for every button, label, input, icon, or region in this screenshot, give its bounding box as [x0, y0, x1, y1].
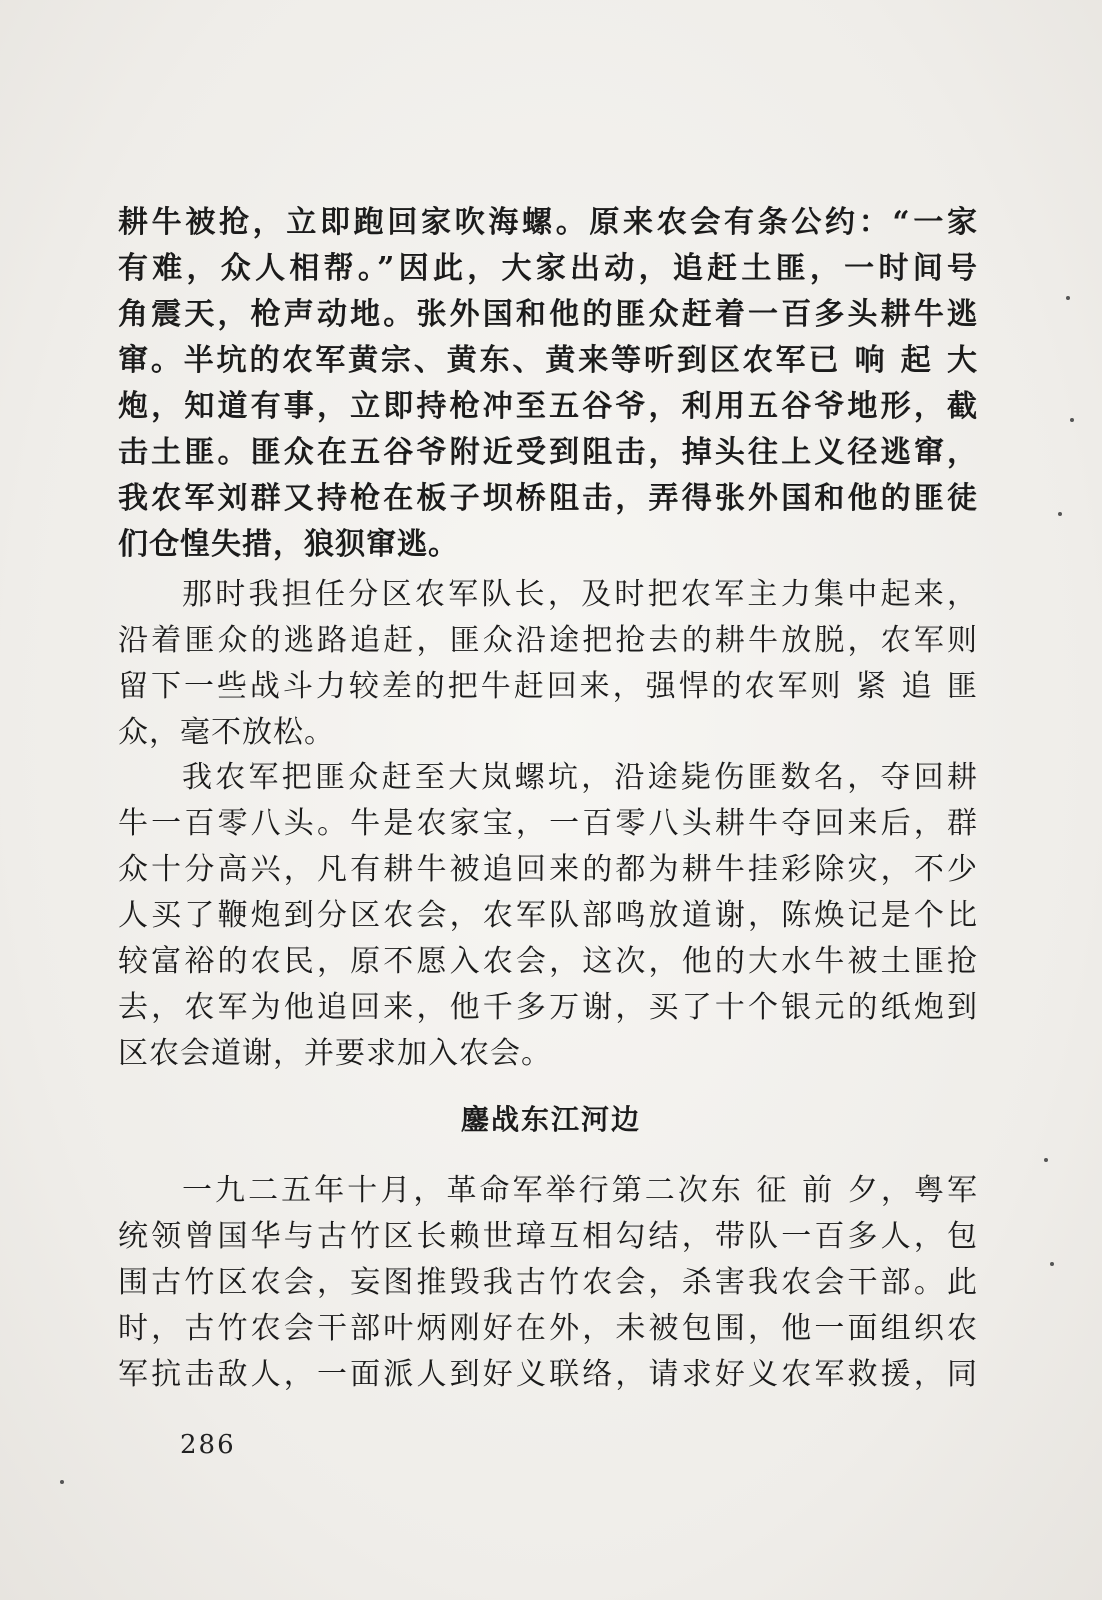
text-line: 有难，众人相帮。”因此，大家出动，追赶土匪，一时间号 [118, 251, 978, 286]
text-line: 们仓惶失措，狼狈窜逃。 [118, 527, 459, 562]
text-line: 炮，知道有事，立即持枪冲至五谷爷，利用五谷爷地形，截 [118, 389, 978, 424]
text-line: 击土匪。匪众在五谷爷附近受到阻击，掉头往上义径逃窜， [118, 435, 978, 470]
scan-speck [60, 1480, 64, 1484]
text-line: 一九二五年十月，革命军举行第二次东 征 前 夕，粤军 [182, 1173, 978, 1208]
text-line: 众十分高兴，凡有耕牛被追回来的都为耕牛挂彩除灾，不少 [118, 852, 978, 887]
text-line: 留下一些战斗力较差的把牛赶回来，强悍的农军则 紧 追 匪 [118, 669, 978, 704]
text-line: 我农军把匪众赶至大岚螺坑，沿途毙伤匪数名，夺回耕 [182, 760, 978, 795]
page-number: 286 [180, 1430, 236, 1460]
text-line: 时，古竹农会干部叶炳刚好在外，未被包围，他一面组织农 [118, 1311, 978, 1346]
scan-speck [1066, 296, 1070, 300]
text-line: 围古竹区农会，妄图推毁我古竹农会，杀害我农会干部。此 [118, 1265, 978, 1300]
text-line: 较富裕的农民，原不愿入农会，这次，他的大水牛被土匪抢 [118, 944, 978, 979]
text-line: 耕牛被抢，立即跑回家吹海螺。原来农会有条公约：“一家 [118, 205, 978, 240]
paragraph-4 [118, 1168, 978, 1398]
text-line: 军抗击敌人，一面派人到好义联络，请求好义农军救援，同 [118, 1357, 978, 1392]
scan-speck [1050, 1262, 1054, 1266]
text-line: 窜。半坑的农军黄宗、黄东、黄来等听到区农军已 响 起 大 [118, 343, 978, 378]
text-line: 人买了鞭炮到分区农会，农军队部鸣放道谢，陈焕记是个比 [118, 898, 978, 933]
text-line: 角震天，枪声动地。张外国和他的匪众赶着一百多头耕牛逃 [118, 297, 978, 332]
text-line: 沿着匪众的逃路追赶，匪众沿途把抢去的耕牛放脱，农军则 [118, 623, 978, 658]
text-line: 牛一百零八头。牛是农家宝，一百零八头耕牛夺回来后，群 [118, 806, 978, 841]
section-heading: 鏖战东江河边 [460, 1103, 641, 1136]
text-line: 我农军刘群又持枪在板子坝桥阻击，弄得张外国和他的匪徒 [118, 481, 978, 516]
scan-speck [1070, 418, 1074, 422]
paragraph-1 [118, 200, 978, 568]
paragraph-2 [118, 572, 978, 756]
text-line: 区农会道谢，并要求加入农会。 [118, 1036, 552, 1071]
scan-speck [1058, 512, 1062, 516]
text-line: 去，农军为他追回来，他千多万谢，买了十个银元的纸炮到 [118, 990, 978, 1025]
scan-speck [1044, 1158, 1048, 1162]
text-line: 众，毫不放松。 [118, 715, 335, 750]
text-line: 统领曾国华与古竹区长赖世璋互相勾结，带队一百多人，包 [118, 1219, 978, 1254]
paragraph-3 [118, 755, 978, 1077]
text-line: 那时我担任分区农军队长，及时把农军主力集中起来， [182, 577, 978, 612]
